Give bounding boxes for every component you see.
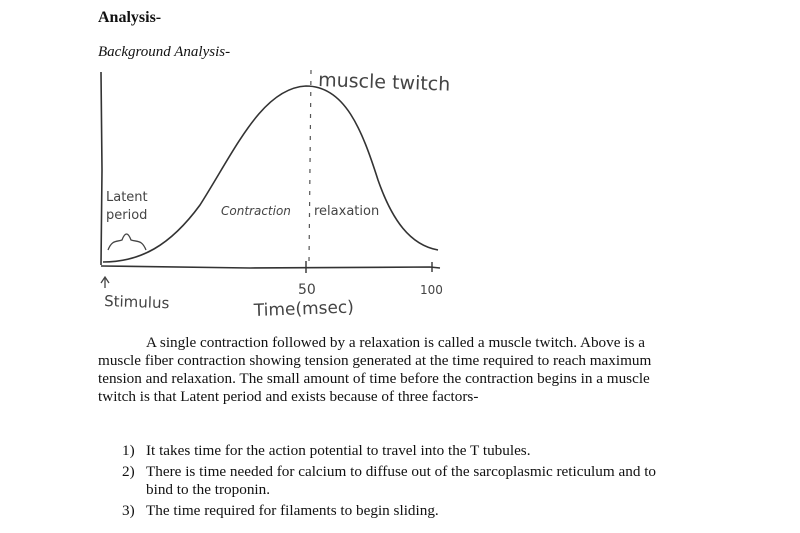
x-axis — [101, 266, 440, 268]
stimulus-label: Stimulus — [103, 292, 170, 313]
list-item — [122, 463, 682, 499]
list-item-number: 3) — [122, 502, 135, 519]
latent-label-line1: Latent — [106, 190, 148, 205]
peak-label: muscle twitch — [317, 69, 451, 96]
contraction-label: Contraction — [221, 204, 291, 218]
y-axis — [101, 72, 102, 265]
list-item-number: 1) — [122, 442, 135, 459]
list-item-text: It takes time for the action potential to travel into the T tubules. — [146, 442, 531, 459]
list-item-text: The time required for filaments to begin sliding. — [146, 502, 439, 519]
stimulus-arrow — [101, 277, 109, 288]
list-item — [122, 502, 682, 520]
list-item — [122, 442, 682, 460]
peak-dashed-line — [309, 70, 311, 262]
list-item-text: There is time needed for calcium to diffuse out of the sarcoplasmic reticulum and to bind to the troponin. — [146, 463, 657, 498]
analysis-paragraph: A single contraction followed by a relaxation is called a muscle twitch. Above is a muscle fiber contraction showing tension generated at the time required to reach maximum tension and relaxation. The small amount of time before the contraction begins in a muscle twitch is that Latent period and exists because of three factors- — [98, 334, 652, 405]
x-axis-label: Time(msec) — [253, 297, 355, 321]
tick-50-label: 50 — [298, 282, 316, 298]
page-heading: Analysis- — [98, 9, 162, 26]
twitch-curve — [103, 86, 438, 262]
latent-label-line2: period — [106, 208, 148, 223]
factors-list — [122, 442, 682, 523]
list-item-number: 2) — [122, 463, 135, 480]
tick-100-label: 100 — [420, 283, 443, 297]
relaxation-label: relaxation — [314, 204, 380, 219]
section-subheading: Background Analysis- — [98, 44, 231, 60]
latent-period-brace — [108, 234, 146, 250]
